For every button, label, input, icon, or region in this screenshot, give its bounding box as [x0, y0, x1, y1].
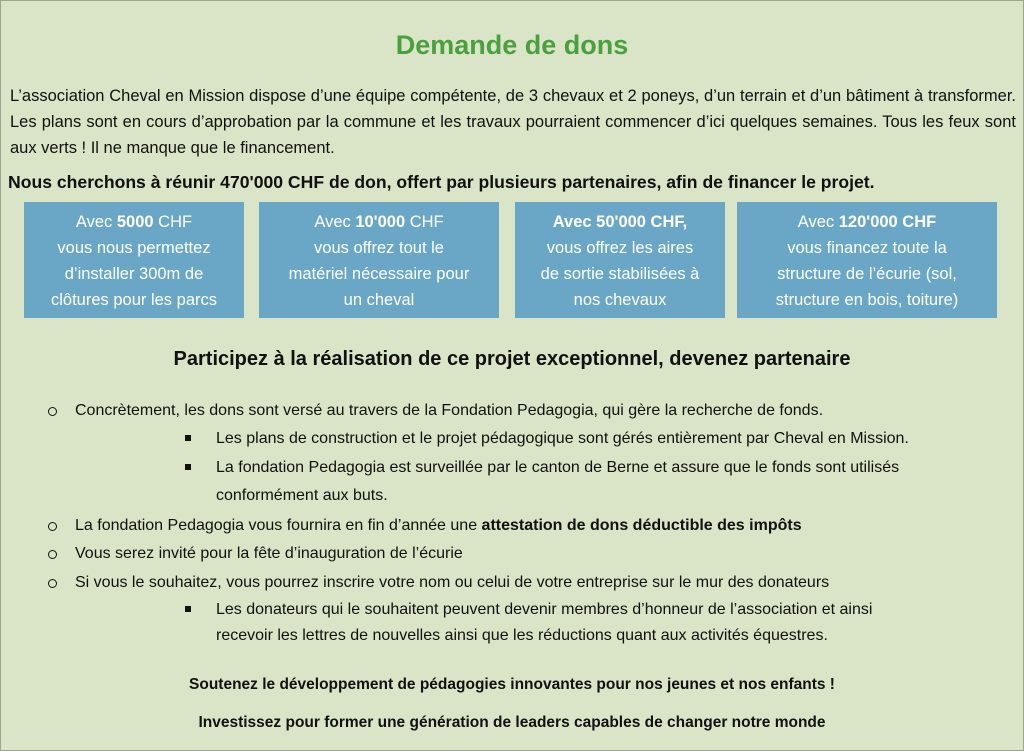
list-item-bold: attestation de dons déductible des impôts: [481, 517, 802, 534]
donation-box-10000: [259, 202, 499, 318]
list-item-text: La fondation Pedagogia vous fournira en fin d’année une: [75, 517, 482, 534]
box-amount: Avec 50'000 CHF,: [552, 213, 688, 231]
list-item-text: conformément aux buts.: [216, 487, 388, 504]
box-prefix: Avec: [314, 213, 356, 231]
box-prefix: Avec: [75, 213, 117, 231]
box-amount: 5000: [116, 213, 154, 231]
box-suffix: CHF: [405, 213, 444, 231]
box-line: structure en bois, toiture): [775, 291, 959, 309]
box-suffix: CHF: [153, 213, 193, 231]
list-item: [216, 426, 909, 452]
box-line: vous financez toute la: [787, 239, 947, 257]
box-line: de sortie stabilisées à: [540, 265, 700, 283]
page-title: Demande de dons: [395, 30, 629, 60]
donation-box-5000: [24, 202, 244, 318]
box-line: matériel nécessaire pour: [288, 265, 470, 283]
headline: Nous cherchons à réunir 470'000 CHF de don, offert par plusieurs partenaires, afin de financer le projet.: [8, 172, 875, 192]
list-item-text: Si vous le souhaitez, vous pourrez inscrire votre nom ou celui de votre entreprise sur le mur des donateurs: [75, 574, 830, 591]
box-line: vous offrez les aires: [546, 239, 694, 257]
donation-box-120000: [737, 202, 997, 318]
box-line: vous offrez tout le: [314, 239, 444, 257]
list-item-text: Les donateurs qui le souhaitent peuvent devenir membres d’honneur de l’association et ainsi: [216, 601, 873, 618]
list-item: [216, 455, 1016, 509]
box-amount: 120'000 CHF: [838, 213, 937, 231]
circle-bullet-icon: [48, 579, 57, 588]
footer-line: Investissez pour former une génération de leaders capables de changer notre monde: [198, 714, 826, 731]
circle-bullet-icon: [48, 407, 57, 416]
list-item: [75, 398, 823, 424]
circle-bullet-icon: [48, 550, 57, 559]
box-line: vous nous permettez: [57, 239, 211, 257]
intro-paragraph: L’association Cheval en Mission dispose d’une équipe compétente, de 3 chevaux et 2 poneys, d’un terrain et d’un bâtiment à transformer. Les plans sont en cours d’approbation par la commune et les travaux pourraient commencer d’ici quelques semaines. Tous les feux sont aux verts ! Il ne manque que le financement.: [10, 87, 1016, 157]
list-item-text: Vous serez invité pour la fête d’inauguration de l’écurie: [75, 545, 463, 562]
donation-box-50000: [515, 202, 725, 318]
box-line: clôtures pour les parcs: [51, 291, 217, 309]
box-line: d’installer 300m de: [64, 265, 204, 283]
list-item-text: Concrètement, les dons sont versé au travers de la Fondation Pedagogia, qui gère la recherche de fonds.: [75, 402, 824, 419]
box-prefix: Avec: [797, 213, 839, 231]
square-bullet-icon: [185, 606, 191, 612]
box-amount: 10'000: [355, 213, 406, 231]
circle-bullet-icon: [48, 522, 57, 531]
box-line: un cheval: [343, 291, 415, 309]
list-item-text: La fondation Pedagogia est surveillée par le canton de Berne et assure que le fonds sont utilisés: [216, 459, 900, 476]
list-item: [75, 541, 463, 567]
square-bullet-icon: [185, 435, 191, 441]
square-bullet-icon: [185, 464, 191, 470]
list-item-text: Les plans de construction et le projet pédagogique sont gérés entièrement par Cheval en Mission.: [216, 430, 909, 447]
list-item: [216, 597, 1016, 649]
list-item-text: recevoir les lettres de nouvelles ainsi que les réductions quant aux activités équestres.: [216, 627, 828, 644]
list-item: [75, 513, 802, 539]
box-line: structure de l’écurie (sol,: [777, 265, 957, 283]
subtitle: Participez à la réalisation de ce projet exceptionnel, devenez partenaire: [173, 348, 851, 370]
box-line: nos chevaux: [573, 291, 667, 309]
list-item: [75, 570, 829, 596]
footer-line: Soutenez le développement de pédagogies innovantes pour nos jeunes et nos enfants !: [189, 676, 835, 693]
